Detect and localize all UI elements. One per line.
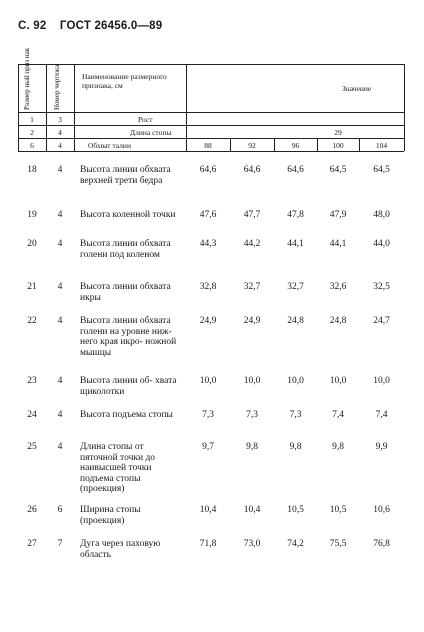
row-value: 64,5 xyxy=(373,165,390,175)
row-name: Высота линии обхвата голени на уровне ниж- него края икро- ножной мышцы xyxy=(80,316,177,358)
row-value: 9,8 xyxy=(246,442,258,452)
row-size: 26 xyxy=(27,505,37,515)
row-value: 73,0 xyxy=(243,539,261,549)
row-name: Длина стопы от пяточной точки до наивысшей точки подъема стопы (проекция) xyxy=(80,442,156,494)
row-size: 22 xyxy=(27,316,37,326)
row-value: 64,6 xyxy=(243,165,261,175)
row-value: 75,5 xyxy=(329,539,347,549)
row-name: Высота линии обхвата икры xyxy=(80,282,171,303)
row-value: 32,5 xyxy=(373,282,390,292)
row-value: 44,1 xyxy=(287,239,304,249)
row-value: 10,0 xyxy=(287,376,304,386)
index-col-3: Рост xyxy=(138,115,153,124)
standard-code: ГОСТ 26456.0—89 xyxy=(59,20,163,32)
waist-value: 96 xyxy=(291,141,300,150)
row-name: Высота коленной точки xyxy=(80,210,176,220)
index-col-1: 1 xyxy=(30,115,34,124)
fixed-row-drawing: 4 xyxy=(58,128,62,137)
row-drawing: 4 xyxy=(57,442,63,452)
fixed-row-size: 2 xyxy=(30,128,34,137)
row-size: 20 xyxy=(27,239,37,249)
col-header-value: Значение xyxy=(342,84,372,93)
col-header-drawing: Номер чертежа xyxy=(53,64,61,110)
fixed-row-drawing: 4 xyxy=(58,141,62,150)
row-drawing: 4 xyxy=(57,165,63,175)
row-size: 24 xyxy=(27,410,37,420)
row-value: 64,6 xyxy=(287,165,304,175)
row-value: 10,4 xyxy=(199,505,217,515)
row-value: 74,2 xyxy=(287,539,304,549)
row-name: Высота линии обхвата верхней трети бедра xyxy=(80,165,171,186)
row-value: 76,8 xyxy=(373,539,390,549)
row-value: 24,7 xyxy=(373,316,390,326)
row-name: Высота подъема стопы xyxy=(80,410,173,420)
row-value: 7,4 xyxy=(332,410,344,420)
col-header-size: Размер ный приз нак xyxy=(23,47,31,110)
waist-value: 100 xyxy=(332,141,344,150)
row-value: 10,6 xyxy=(373,505,390,515)
row-value: 44,1 xyxy=(329,239,347,249)
row-size: 27 xyxy=(27,539,37,549)
row-value: 47,9 xyxy=(329,210,347,220)
row-value: 9,9 xyxy=(375,442,388,452)
row-value: 24,8 xyxy=(329,316,347,326)
row-size: 19 xyxy=(27,210,37,220)
row-name: Высота линии обхвата голени под коленом xyxy=(80,239,171,260)
row-drawing: 4 xyxy=(57,282,63,292)
row-name: Высота линии об- хвата щиколотки xyxy=(80,376,177,397)
row-value: 32,6 xyxy=(329,282,347,292)
row-value: 10,0 xyxy=(243,376,261,386)
row-value: 44,2 xyxy=(243,239,261,249)
row-value: 47,6 xyxy=(199,210,217,220)
row-size: 25 xyxy=(27,442,37,452)
row-value: 24,9 xyxy=(199,316,217,326)
row-drawing: 4 xyxy=(57,210,63,220)
row-value: 47,8 xyxy=(287,210,304,220)
waist-value: 88 xyxy=(204,141,212,150)
row-size: 23 xyxy=(27,376,37,386)
row-drawing: 6 xyxy=(57,505,63,515)
row-name: Ширина стопы (проекция) xyxy=(80,505,141,526)
row-value: 32,7 xyxy=(243,282,261,292)
row-value: 9,8 xyxy=(289,442,302,452)
row-value: 7,3 xyxy=(202,410,214,420)
fixed-row-value: 29 xyxy=(334,128,342,137)
row-value: 7,4 xyxy=(375,410,388,420)
page-header xyxy=(18,20,172,32)
fixed-row-name: Длина стопы xyxy=(130,128,172,137)
row-value: 64,5 xyxy=(329,165,347,175)
row-value: 71,8 xyxy=(199,539,217,549)
fixed-row-size: 6 xyxy=(30,141,34,150)
index-col-2: 3 xyxy=(58,115,62,124)
row-value: 47,7 xyxy=(243,210,261,220)
row-value: 44,0 xyxy=(373,239,390,249)
row-value: 10,5 xyxy=(329,505,347,515)
row-drawing: 4 xyxy=(57,239,63,249)
row-value: 7,3 xyxy=(246,410,258,420)
row-value: 24,8 xyxy=(287,316,304,326)
page-number: С. 92 xyxy=(18,20,47,32)
row-drawing: 7 xyxy=(57,539,63,549)
row-value: 9,8 xyxy=(332,442,344,452)
row-value: 7,3 xyxy=(289,410,302,420)
row-name: Дуга через паховую область xyxy=(80,539,161,560)
row-value: 10,5 xyxy=(287,505,304,515)
row-value: 32,7 xyxy=(287,282,304,292)
row-value: 9,7 xyxy=(202,442,214,452)
fixed-row-name: Обхват талии xyxy=(88,141,131,150)
waist-value: 92 xyxy=(248,141,256,150)
row-value: 64,6 xyxy=(199,165,217,175)
row-size: 21 xyxy=(27,282,37,292)
row-value: 10,0 xyxy=(329,376,347,386)
row-value: 24,9 xyxy=(243,316,261,326)
col-header-name: Наименование размерного признака, см xyxy=(82,72,167,90)
row-value: 48,0 xyxy=(373,210,390,220)
row-value: 32,8 xyxy=(199,282,217,292)
waist-value: 104 xyxy=(375,141,388,150)
row-drawing: 4 xyxy=(57,376,63,386)
row-value: 44,3 xyxy=(199,239,217,249)
row-drawing: 4 xyxy=(57,410,63,420)
row-drawing: 4 xyxy=(57,316,63,326)
row-value: 10,0 xyxy=(373,376,390,386)
row-size: 18 xyxy=(27,165,37,175)
row-value: 10,4 xyxy=(243,505,261,515)
row-value: 10,0 xyxy=(199,376,217,386)
